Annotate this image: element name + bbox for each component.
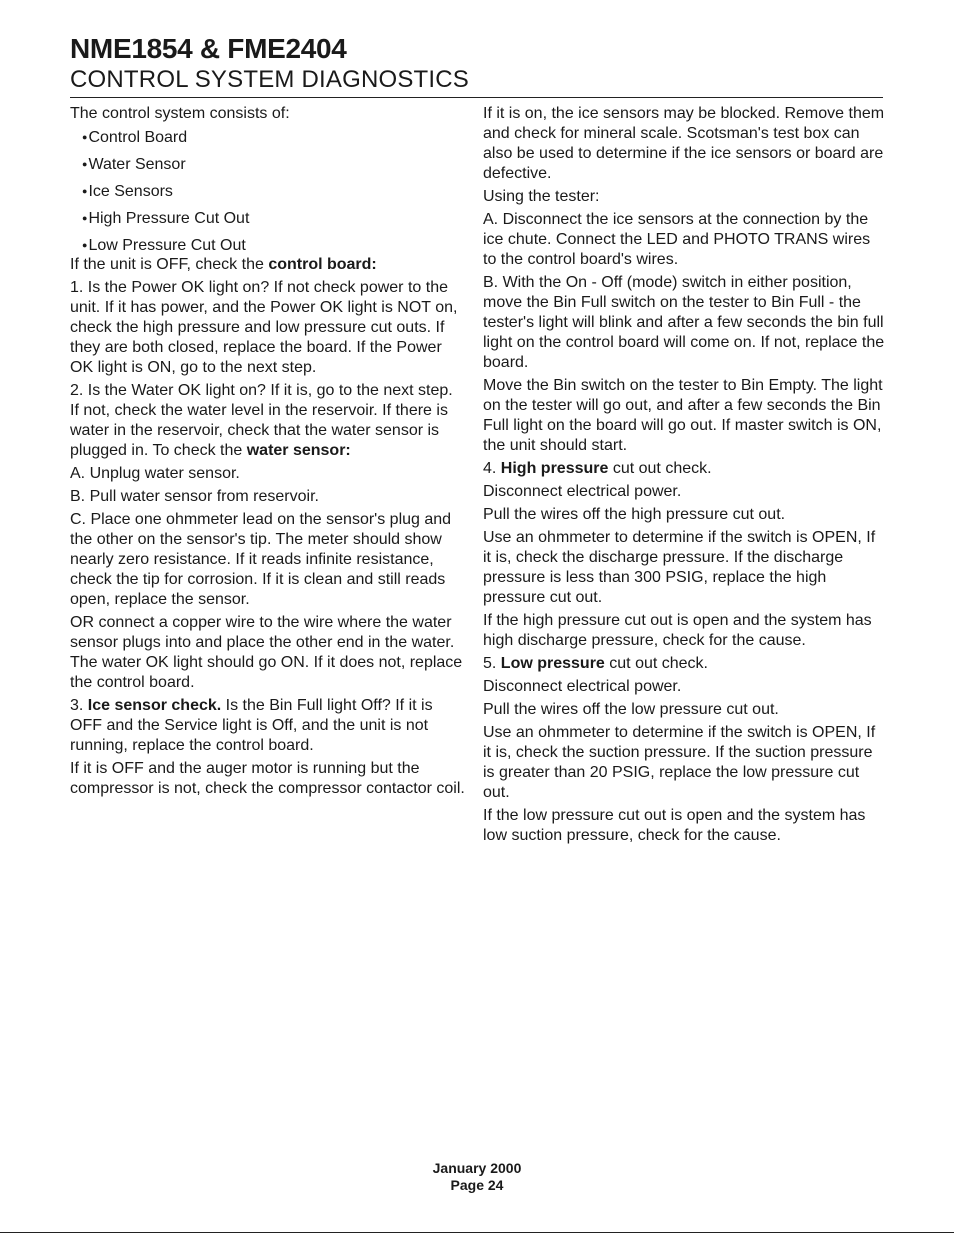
footer-rule <box>0 1232 954 1233</box>
component-item: ● Ice Sensors <box>82 181 465 208</box>
step5-number: 5. <box>483 655 501 672</box>
step5-paragraph <box>483 654 887 674</box>
step4-number: 4. <box>483 460 501 477</box>
step3-auger-paragraph: If it is OFF and the auger motor is running but the compressor is not, check the compressor contactor coil. <box>70 760 465 797</box>
step1-paragraph: 1. Is the Power OK light on? If not check power to the unit. If it has power, and the Power OK light is NOT on, check the high pressure and low pressure cut outs. If they are both closed, replace the board. If the Power OK light is ON, go to the next step. <box>70 279 458 376</box>
step2-paragraph <box>70 381 465 461</box>
page-footer <box>0 1160 954 1194</box>
bin-empty-paragraph: Move the Bin switch on the tester to Bin Empty. The light on the tester will go out, and after a few seconds the Bin Full light on the board will go out. If master switch is ON, the unit should start. <box>483 377 883 454</box>
tester-b-paragraph: B. With the On - Off (mode) switch in either position, move the Bin Full switch on the tester to Bin Full - the tester's light will blink and after a few seconds the bin full light on the control board will come on. If not, replace the board. <box>483 274 885 371</box>
right-column <box>483 104 887 849</box>
blocked-paragraph: If it is on, the ice sensors may be blocked. Remove them and check for mineral scale. Scotsman's test box can also be used to determine if the ice sensors or board are defective. <box>483 105 885 182</box>
component-item: ● Control Board <box>82 127 465 154</box>
off-check-bold: control board: <box>268 256 377 273</box>
header-rule <box>70 97 883 98</box>
step5-ohm-paragraph: Use an ohmmeter to determine if the switch is OPEN, If it is, check the suction pressure. If the suction pressure is greater than 20 PSIG, replace the low pressure cut out. <box>483 724 876 801</box>
step4-disconnect-paragraph: Disconnect electrical power. <box>483 483 682 500</box>
step3-rest: Is the Bin Full light Off? If it is OFF and the Service light is Off, and the unit is not running, replace the control board. <box>70 697 433 754</box>
step4-pull-paragraph: Pull the wires off the high pressure cut out. <box>483 506 786 523</box>
step5-open-paragraph: If the low pressure cut out is open and the system has low suction pressure, check for the cause. <box>483 807 866 844</box>
step3-paragraph <box>70 696 465 756</box>
step3-number: 3. <box>70 697 88 714</box>
step4-rest: cut out check. <box>608 460 712 477</box>
step4-open-paragraph: If the high pressure cut out is open and the system has high discharge pressure, check for the cause. <box>483 612 872 649</box>
step4-ohm-paragraph: Use an ohmmeter to determine if the switch is OPEN, If it is, check the discharge pressure. If the discharge pressure is less than 300 PSIG, replace the high pressure cut out. <box>483 529 876 606</box>
footer-page-number: Page 24 <box>450 1177 504 1193</box>
step2a-paragraph: A. Unplug water sensor. <box>70 465 240 482</box>
step5-rest: cut out check. <box>604 655 708 672</box>
step3-bold: Ice sensor check. <box>87 697 222 714</box>
component-item: ● High Pressure Cut Out <box>82 208 465 235</box>
step2c-paragraph: C. Place one ohmmeter lead on the sensor's plug and the other on the sensor's tip. The meter should show nearly zero resistance. If it reads infinite resistance, check the tip for corrosion. If it is clean and still reads open, replace the sensor. <box>70 511 452 608</box>
component-item: ● Low Pressure Cut Out <box>82 235 465 255</box>
step4-paragraph <box>483 459 887 479</box>
step2b-paragraph: B. Pull water sensor from reservoir. <box>70 488 319 505</box>
using-tester-paragraph: Using the tester: <box>483 188 600 205</box>
component-list <box>70 127 465 255</box>
model-title: NME1854 & FME2404 <box>70 33 347 64</box>
section-title: CONTROL SYSTEM DIAGNOSTICS <box>70 66 470 93</box>
step4-bold: High pressure <box>500 460 609 477</box>
step5-pull-paragraph: Pull the wires off the low pressure cut out. <box>483 701 779 718</box>
left-column <box>70 104 465 802</box>
component-item: ● Water Sensor <box>82 154 465 181</box>
off-check-paragraph <box>70 255 465 275</box>
page-header <box>70 32 883 94</box>
step2-lead: 2. Is the Water OK light on? If it is, go to the next step. If not, check the water level in the reservoir. If there is water in the reservoir, check that the water sensor is plugged in. To check the <box>70 382 453 459</box>
step5-bold: Low pressure <box>500 655 605 672</box>
step5-disconnect-paragraph: Disconnect electrical power. <box>483 678 682 695</box>
intro-text: The control system consists of: <box>70 105 290 122</box>
step2-bold: water sensor: <box>246 442 351 459</box>
footer-date: January 2000 <box>432 1160 522 1176</box>
off-check-lead: If the unit is OFF, check the <box>70 256 269 273</box>
tester-a-paragraph: A. Disconnect the ice sensors at the connection by the ice chute. Connect the LED and PHOTO TRANS wires to the control board's wires. <box>483 211 871 268</box>
step2-or-paragraph: OR connect a copper wire to the wire where the water sensor plugs into and place the other end in the water. The water OK light should go ON. If it does not, replace the control board. <box>70 614 463 691</box>
